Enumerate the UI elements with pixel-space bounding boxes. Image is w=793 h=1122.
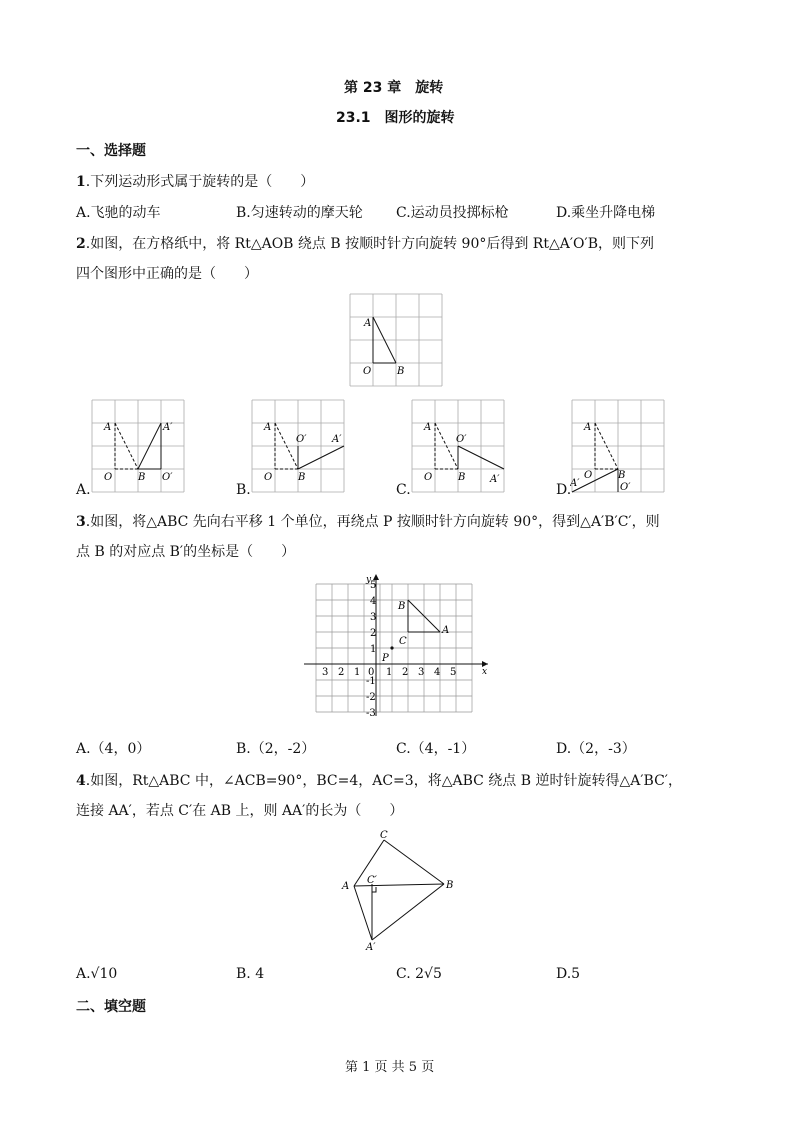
q1-option-d: D.乘坐升降电梯: [556, 205, 656, 221]
tick-x-1: 1: [386, 667, 393, 678]
label-a: A: [424, 422, 432, 433]
q3-option-b: B.（2，-2）: [236, 741, 316, 757]
tick-y-4: 4: [370, 596, 377, 607]
label-a-prime: A′: [332, 434, 342, 445]
question-4-line2: 连接 AA′，若点 C′在 AB 上，则 AA′的长为（ ）: [76, 803, 404, 819]
axis-x-label: x: [482, 667, 488, 677]
question-4: [76, 770, 682, 790]
q2-option-c-label: C.: [396, 482, 411, 498]
axis-y-label: y: [366, 575, 372, 585]
q2-option-c-figure: [410, 398, 506, 494]
label-a-prime: A′: [570, 478, 580, 489]
tick-y-5: 5: [370, 580, 377, 591]
question-2: [76, 233, 654, 253]
label-o-prime: O′: [162, 472, 173, 483]
tick-x-2: 2: [402, 667, 409, 678]
tick-x-5: 5: [450, 667, 457, 678]
label-a-prime: A′: [366, 942, 376, 953]
label-a: A: [104, 422, 112, 433]
label-a-prime: A′: [163, 422, 173, 433]
label-p: P: [382, 653, 389, 664]
question-3: [76, 511, 660, 531]
q1-option-c: C.运动员投掷标枪: [396, 205, 509, 221]
q2-option-a-figure: [90, 398, 186, 494]
label-c-prime: C′: [367, 875, 377, 886]
question-2-line2: 四个图形中正确的是（ ）: [76, 266, 258, 282]
tick-x-4: 4: [434, 667, 441, 678]
section-heading-choice: 一、选择题: [76, 143, 146, 159]
label-o-prime: O′: [296, 434, 307, 445]
q4-option-c: C. 2√5: [396, 966, 442, 982]
q4-option-b: B. 4: [236, 966, 265, 982]
question-text: .下列运动形式属于旋转的是（ ）: [85, 174, 315, 190]
section-title: 23.1 图形的旋转: [336, 110, 455, 126]
label-o-prime: O′: [456, 434, 467, 445]
label-a-prime: A′: [490, 474, 500, 485]
label-a: A: [264, 422, 272, 433]
tick-y-neg1: -1: [366, 676, 376, 687]
question-text-line1: .如图，在方格纸中，将 Rt△AOB 绕点 B 按顺时针方向旋转 90°后得到 Rt△A′O′B，则下列: [85, 236, 654, 252]
q2-option-b-figure: [250, 398, 346, 494]
label-c: C: [399, 636, 407, 647]
label-b: B: [398, 601, 406, 612]
tick-y-neg2: -2: [366, 692, 376, 703]
question-number: 3: [76, 514, 86, 530]
q1-option-a: A.飞驰的动车: [76, 205, 161, 221]
q4-figure: [336, 826, 466, 954]
label-a: A: [442, 625, 450, 636]
label-o: O: [584, 470, 593, 481]
page-footer: 第 1 页 共 5 页: [345, 1060, 435, 1075]
question-3-line2: 点 B 的对应点 B′的坐标是（ ）: [76, 544, 296, 560]
tick-y-neg3: -3: [366, 708, 376, 718]
label-o: O: [363, 366, 372, 377]
question-1: [76, 171, 314, 191]
tick-y-1: 1: [370, 644, 377, 655]
q2-option-a-label: A.: [76, 482, 91, 498]
question-number: 4: [76, 773, 86, 789]
label-c: C: [380, 830, 388, 841]
q2-option-b-label: B.: [236, 482, 251, 498]
q3-option-a: A.（4，0）: [76, 741, 151, 757]
question-text-line1: .如图，Rt△ABC 中，∠ACB=90°，BC=4，AC=3，将△ABC 绕点 B 逆时针旋转得△A′BC′，: [85, 773, 682, 789]
label-b: B: [298, 472, 306, 483]
q2-option-d-figure: [570, 398, 666, 494]
tick-y-3: 3: [370, 612, 377, 623]
q4-option-d: D.5: [556, 966, 581, 982]
q3-coordinate-figure: [300, 572, 492, 718]
label-a: A: [342, 881, 350, 892]
label-o: O: [104, 472, 113, 483]
tick-x-neg1: 1: [354, 667, 361, 678]
q2-option-d-label: D.: [556, 482, 572, 498]
tick-x-neg2: 2: [338, 667, 345, 678]
label-b: B: [458, 472, 466, 483]
label-o-prime: O′: [620, 482, 631, 493]
tick-x-0: 0: [368, 667, 375, 678]
chapter-title: 第 23 章 旋转: [344, 80, 444, 96]
tick-y-2: 2: [370, 628, 377, 639]
q4-option-a: A.√10: [76, 966, 118, 982]
question-text-line1: .如图，将△ABC 先向右平移 1 个单位，再绕点 P 按顺时针方向旋转 90°，得到△A′B′C′，则: [85, 514, 660, 530]
q1-option-b: B.匀速转动的摩天轮: [236, 205, 363, 221]
q3-option-c: C.（4，-1）: [396, 741, 476, 757]
label-a: A: [364, 318, 372, 329]
label-b: B: [397, 366, 405, 377]
tick-x-3: 3: [418, 667, 425, 678]
q2-main-figure: [348, 292, 444, 388]
q3-option-d: D.（2，-3）: [556, 741, 636, 757]
tick-x-neg3: 3: [322, 667, 329, 678]
label-b: B: [138, 472, 146, 483]
question-number: 2: [76, 236, 86, 252]
section-heading-fill: 二、填空题: [76, 999, 146, 1015]
label-b: B: [446, 880, 454, 891]
label-b: B: [618, 470, 626, 481]
label-a: A: [584, 422, 592, 433]
question-number: 1: [76, 174, 86, 190]
label-o: O: [424, 472, 433, 483]
label-o: O: [264, 472, 273, 483]
